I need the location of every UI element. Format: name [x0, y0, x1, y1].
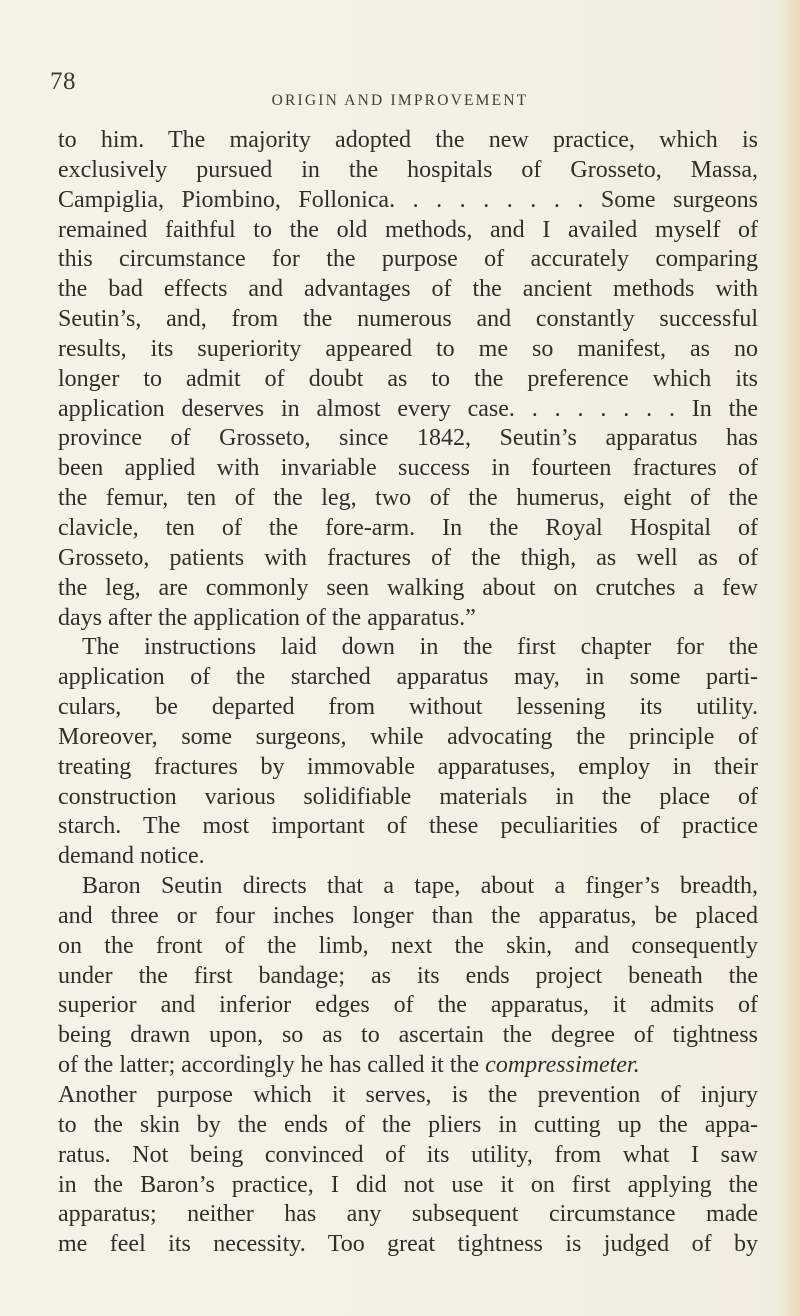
page-edge-shading — [778, 0, 800, 1316]
text-line: Grosseto, patients with fractures of the thigh, as well as of — [58, 544, 758, 571]
page-number: 78 — [50, 68, 76, 95]
text-line: application deserves in almost every case. . . . . . . . In the — [58, 395, 758, 422]
paragraph-start-line: The instructions laid down in the first chapter for the — [82, 634, 758, 661]
text-line: ratus. Not being convinced of its utility, from what I saw — [58, 1141, 758, 1168]
running-head: ORIGIN AND IMPROVEMENT — [271, 92, 529, 109]
text-line: Moreover, some surgeons, while advocating the principle of — [58, 723, 758, 750]
text-line: exclusively pursued in the hospitals of Grosseto, Massa, — [58, 156, 758, 183]
text-line: Campiglia, Piombino, Follonica. . . . . . . . . Some surgeons — [58, 186, 758, 213]
text-line: treating fractures by immovable apparatuses, employ in their — [58, 753, 758, 780]
paragraph-start-line: Baron Seutin directs that a tape, about a finger’s breadth, — [82, 873, 758, 900]
text-line: province of Grosseto, since 1842, Seutin’s apparatus has — [58, 425, 758, 452]
text-line: being drawn upon, so as to ascertain the degree of tightness — [58, 1022, 758, 1049]
text-line: in the Baron’s practice, I did not use it on first applying the — [58, 1171, 758, 1198]
text-line: this circumstance for the purpose of accurately comparing — [58, 246, 758, 273]
text-line: on the front of the limb, next the skin, and consequently — [58, 932, 758, 959]
text-line: remained faithful to the old methods, and I availed myself of — [58, 216, 758, 243]
text-line: and three or four inches longer than the apparatus, be placed — [58, 902, 758, 929]
text-line: me feel its necessity. Too great tightness is judged of by — [58, 1231, 758, 1258]
text-line: been applied with invariable success in fourteen fractures of — [58, 455, 758, 482]
text-line: to the skin by the ends of the pliers in cutting up the appa- — [58, 1111, 758, 1138]
text-line: clavicle, ten of the fore-arm. In the Royal Hospital of — [58, 514, 758, 541]
text-line: apparatus; neither has any subsequent circumstance made — [58, 1201, 758, 1228]
text-line: longer to admit of doubt as to the preference which its — [58, 365, 758, 392]
text-line-with-term — [58, 1051, 758, 1081]
text-line: demand notice. — [58, 843, 205, 870]
text-line: the femur, ten of the leg, two of the humerus, eight of the — [58, 485, 758, 512]
text-line: under the first bandage; as its ends project beneath the — [58, 962, 758, 989]
text-line: days after the application of the apparatus.” — [58, 604, 476, 631]
text-line: starch. The most important of these peculiarities of practice — [58, 813, 758, 840]
text-line: results, its superiority appeared to me so manifest, as no — [58, 335, 758, 362]
text-line: construction various solidifiable materials in the place of — [58, 783, 758, 810]
text-line: the bad effects and advantages of the ancient methods with — [58, 276, 758, 303]
text-line: to him. The majority adopted the new practice, which is — [58, 127, 758, 153]
text-line: the leg, are commonly seen walking about on crutches a few — [58, 574, 758, 601]
text-line: Another purpose which it serves, is the prevention of injury — [58, 1082, 758, 1108]
text-line: superior and inferior edges of the apparatus, it admits of — [58, 992, 758, 1019]
line-lead-text: of the latter; accordingly he has called it the — [58, 1052, 480, 1079]
body-text — [58, 126, 758, 1260]
text-line: Seutin’s, and, from the numerous and constantly successful — [58, 306, 758, 333]
italic-term: compressimeter. — [485, 1052, 640, 1079]
text-line: application of the starched apparatus may, in some parti- — [58, 664, 758, 691]
text-line: culars, be departed from without lessening its utility. — [58, 694, 758, 721]
